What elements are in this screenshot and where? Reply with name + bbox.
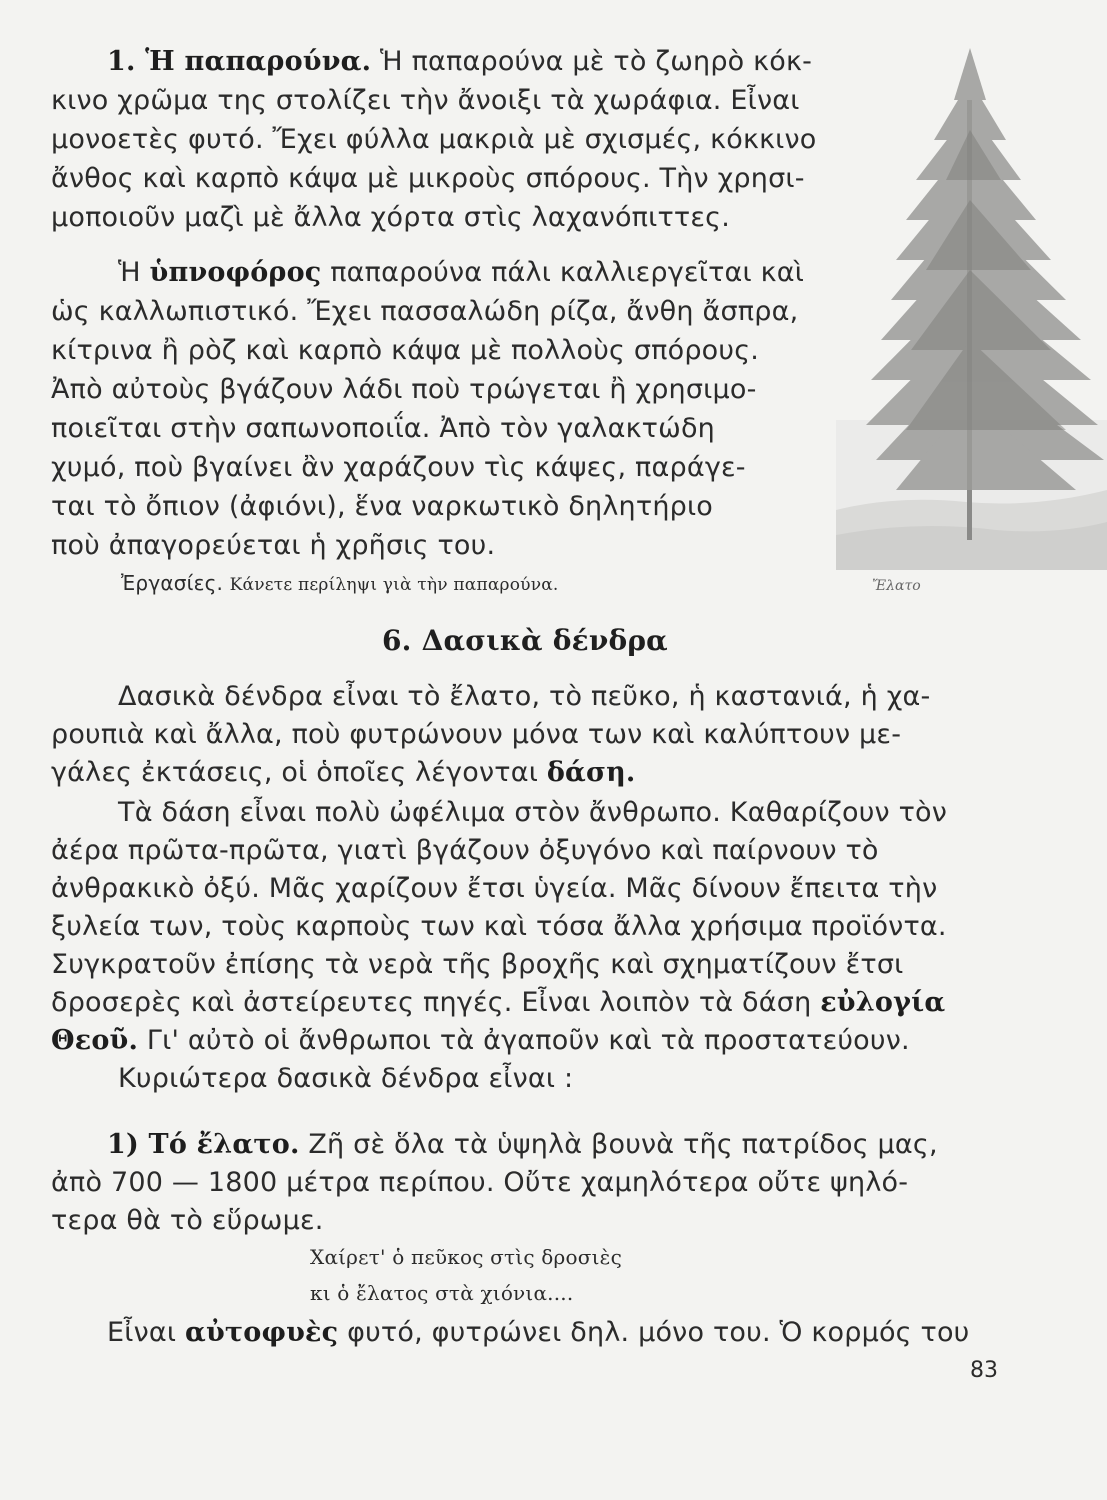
poppy-paragraph-line-4: ἄνθος καὶ καρπὸ κάψα μὲ μικροὺς σπόρους. Τὴν χρησι-: [51, 163, 805, 194]
bold-term: ὑπνοφόρος: [149, 257, 322, 288]
poppy-paragraph-line-5: μοποιοῦν μαζὶ μὲ ἄλλα χόρτα στὶς λαχανόπιττες.: [51, 202, 731, 233]
poppy-paragraph-line-2: κινο χρῶμα της στολίζει τὴν ἄνοιξι τὰ χωράφια. Εἶναι: [51, 85, 800, 116]
fir-title: 1) Τό ἔλατο.: [107, 1129, 300, 1160]
forests-benefit-line-3: ἀνθρακικὸ ὀξύ. Μᾶς χαρίζουν ἔτσι ὑγεία. Μᾶς δίνουν ἔπειτα τὴν: [51, 873, 938, 904]
forests-benefit-line-5: Συγκρατοῦν ἐπίσης τὰ νερὰ τῆς βροχῆς καὶ σχηματίζουν ἔτσι: [51, 949, 904, 980]
opium-poppy-line-5: ποιεῖται στὴν σαπωνοποιΐα. Ἀπὸ τὸν γαλακτώδη: [51, 413, 715, 444]
fir-line-2: ἀπὸ 700 — 1800 μέτρα περίπου. Οὔτε χαμηλότερα οὔτε ψηλό-: [51, 1167, 909, 1198]
text-span: Ζῆ σὲ ὅλα τὰ ὑψηλὰ βουνὰ τῆς πατρίδος μας,: [299, 1129, 938, 1160]
forest-trees-line-3: [51, 756, 636, 790]
tasks-text: Κάνετε περίληψι γιὰ τὴν παπαρούνα.: [229, 575, 559, 595]
opium-poppy-line-4: Ἀπὸ αὐτοὺς βγάζουν λάδι ποὺ τρώγεται ἢ χρησιμο-: [51, 374, 757, 405]
tasks-label: Ἐργασίες.: [121, 571, 224, 595]
opium-poppy-line-8: ποὺ ἀπαγορεύεται ἡ χρῆσις του.: [51, 530, 496, 561]
section-heading: 6. Δασικὰ δένδρα: [382, 624, 668, 657]
tree-caption: Ἔλατο: [872, 578, 921, 594]
text-span: Εἶναι: [107, 1317, 185, 1348]
forests-benefit-line-7: [51, 1024, 910, 1058]
opium-poppy-line-3: κίτρινα ἢ ρὸζ καὶ καρπὸ κάψα μὲ πολλοὺς σπόρους.: [51, 335, 760, 366]
text-span: παπαρούνα πάλι καλλιεργεῖται καὶ: [321, 257, 805, 288]
fir-tree-illustration: [836, 40, 1107, 600]
text-span: δροσερὲς καὶ ἀστείρευτες πηγές. Εἶναι λοιπὸν τὰ δάση: [51, 987, 821, 1018]
text-span: Γι' αὐτὸ οἱ ἄνθρωποι τὰ ἀγαποῦν καὶ τὰ προστατεύουν.: [138, 1025, 910, 1056]
forests-benefit-line-1: Τὰ δάση εἶναι πολὺ ὠφέλιμα στὸν ἄνθρωπο. Καθαρίζουν τὸν: [118, 797, 948, 828]
text-span: Ἡ παπαρούνα μὲ τὸ ζωηρὸ κόκ-: [380, 46, 813, 77]
verse-line-1: Χαίρετ' ὁ πεῦκος στὶς δροσιὲς: [310, 1245, 622, 1269]
opium-poppy-line-2: ὡς καλλωπιστικό. Ἔχει πασσαλώδη ρίζα, ἄνθη ἄσπρα,: [51, 296, 799, 327]
forests-benefit-line-6: [51, 986, 945, 1020]
poppy-title: 1. Ἡ παπαρούνα.: [107, 46, 372, 77]
bold-term: αὐτοφυὲς: [185, 1317, 339, 1348]
opium-poppy-line-6: χυμό, ποὺ βγαίνει ἂν χαράζουν τὶς κάψες, παράγε-: [51, 452, 746, 483]
forests-benefit-line-2: ἀέρα πρῶτα-πρῶτα, γιατὶ βγάζουν ὀξυγόνο καὶ παίρνουν τὸ: [51, 835, 879, 866]
fir-native-line: [107, 1316, 970, 1350]
bold-term: δάση.: [546, 757, 636, 788]
fir-line-3: τερα θὰ τὸ εὕρωμε.: [51, 1205, 324, 1236]
text-span: φυτό, φυτρώνει δηλ. μόνο του. Ὁ κορμός του: [338, 1317, 970, 1348]
forests-benefit-line-4: ξυλεία των, τοὺς καρποὺς των καὶ τόσα ἄλλα χρήσιμα προϊόντα.: [51, 911, 947, 942]
opium-poppy-line-1: [118, 256, 804, 290]
forest-trees-line-1: Δασικὰ δένδρα εἶναι τὸ ἔλατο, τὸ πεῦκο, ἡ καστανιά, ἡ χα-: [118, 681, 931, 712]
poppy-paragraph-line-3: μονοετὲς φυτό. Ἔχει φύλλα μακριὰ μὲ σχισμές, κόκκινο: [51, 124, 817, 155]
page-number: 83: [970, 1358, 998, 1383]
text-span: Ἡ: [118, 257, 150, 288]
bold-term: Θεοῦ.: [51, 1025, 139, 1056]
tasks-line: [121, 566, 559, 602]
poppy-paragraph-line-1: [107, 45, 812, 79]
bold-term: εὐλογία: [820, 987, 946, 1018]
opium-poppy-line-7: ται τὸ ὄπιον (ἀφιόνι), ἕνα ναρκωτικὸ δηλητήριο: [51, 491, 714, 522]
main-forest-trees-line: Κυριώτερα δασικὰ δένδρα εἶναι :: [118, 1063, 574, 1094]
text-span: γάλες ἐκτάσεις, οἱ ὁποῖες λέγονται: [51, 757, 547, 788]
verse-line-2: κι ὁ ἔλατος στὰ χιόνια....: [310, 1281, 574, 1305]
forest-trees-line-2: ρουπιὰ καὶ ἄλλα, ποὺ φυτρώνουν μόνα των καὶ καλύπτουν με-: [51, 719, 902, 750]
fir-line-1: [107, 1128, 938, 1162]
